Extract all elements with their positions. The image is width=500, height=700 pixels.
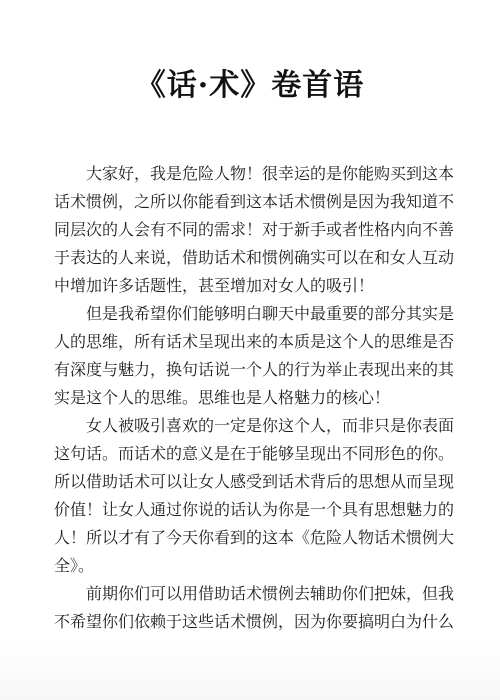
- paragraph-3: 女人被吸引喜欢的一定是你这个人，而非只是你表面这句话。而话术的意义是在于能够呈现出不同形色的你。所以借助话术可以让女人感受到话术背后的思想从而呈现价值！让女人通过你说的话认为你是一个具有思想魅力的人！所以才有了今天你看到的这本《危险人物话术惯例大全》。: [54, 416, 455, 575]
- page-title: 《话·术》卷首语: [135, 68, 365, 103]
- paragraph-4: 前期你们可以用借助话术惯例去辅助你们把妹，但我不希望你们依赖于这些话术惯例，因为你要搞明白为什么: [54, 584, 455, 631]
- paragraph-1: 大家好，我是危险人物！很幸运的是你能购买到这本话术惯例，之所以你能看到这本话术惯例是因为我知道不同层次的人会有不同的需求！对于新手或者性格内向不善于表达的人来说，借助话术和惯例确实可以在和女人互动中增加许多话题性，甚至增加对女人的吸引！: [54, 164, 455, 295]
- page-bottom-fade: [0, 640, 500, 700]
- paragraph-2: 但是我希望你们能够明白聊天中最重要的部分其实是人的思维，所有话术呈现出来的本质是这个人的思维是否有深度与魅力，换句话说一个人的行为举止表现出来的其实是这个人的思维。思维也是人格魅力的核心！: [54, 304, 455, 407]
- body-text: [54, 160, 454, 636]
